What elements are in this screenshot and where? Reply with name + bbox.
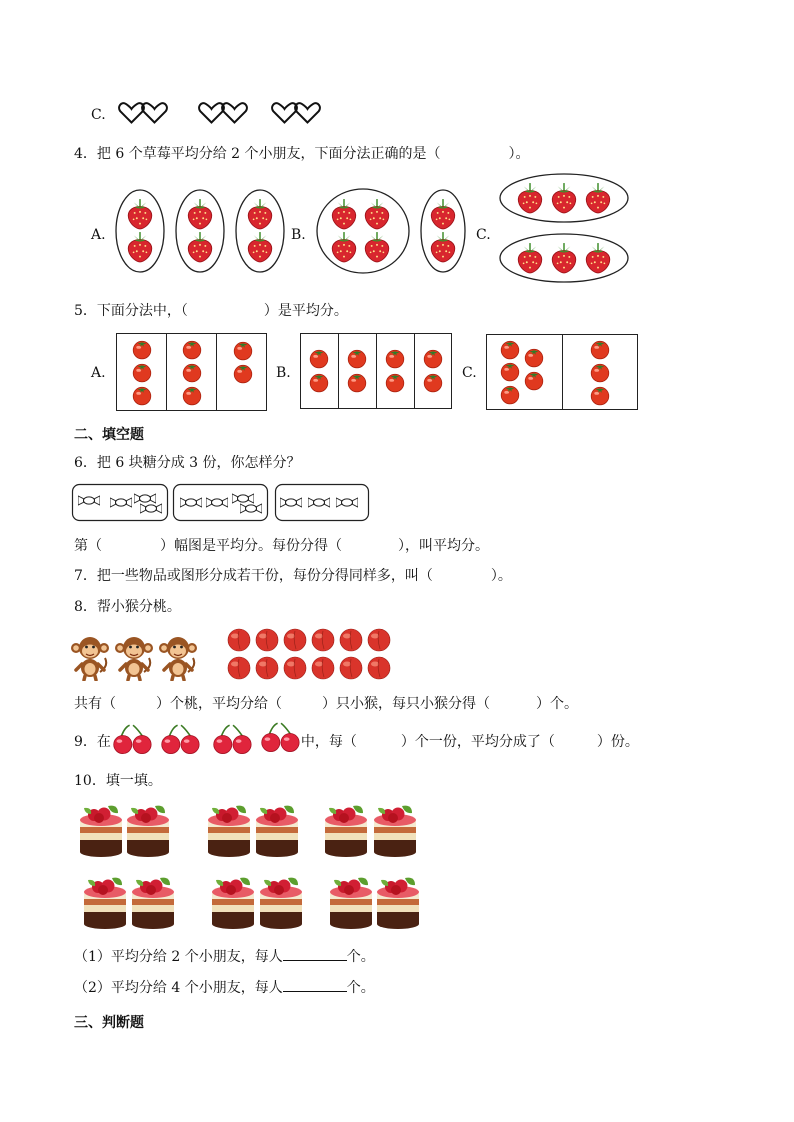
q3-option-c-label: C. (91, 107, 106, 123)
q10-sub2: （2）平均分给 4 个小朋友，每人 个。 (74, 980, 375, 996)
q4-option-b-label: B. (291, 227, 306, 243)
section-2-title: 二、填空题 (74, 427, 144, 443)
candy-groups (72, 484, 372, 524)
q5-option-c-label: C. (462, 365, 477, 381)
q10-question: 10．填一填。 (74, 773, 162, 789)
q10-sub1-blank[interactable] (283, 948, 347, 961)
q6-question: 6．把 6 块糖分成 3 份，你怎样分？ (74, 455, 301, 471)
cherry-icons (110, 723, 306, 759)
q4-question: 4．把 6 个草莓平均分给 2 个小朋友，下面分法正确的是（ ）。 (74, 146, 530, 162)
q10-sub1: （1）平均分给 2 个小朋友，每人 个。 (74, 949, 375, 965)
section-3-title: 三、判断题 (74, 1015, 144, 1031)
heart-icons (118, 102, 328, 128)
q5-option-b-label: B. (276, 365, 291, 381)
q10-sub2-blank[interactable] (283, 979, 347, 992)
q8-question: 8．帮小猴分桃。 (74, 599, 181, 615)
q8-answer-line: 共有（ ）个桃，平均分给（ ）只小猴，每只小猴分得（ ）个。 (74, 696, 578, 712)
cake-icons (78, 800, 423, 940)
q4-option-a-label: A. (91, 227, 106, 243)
q4-option-c-label: C. (476, 227, 491, 243)
monkeys-and-peaches (70, 633, 400, 683)
strawberry-groups (110, 188, 640, 288)
q9-question: 9．在 中，每（ ）个一份，平均分成了（ ）份。 (74, 734, 639, 750)
q7-question: 7．把一些物品或图形分成若干份，每份分得同样多，叫（ ）。 (74, 568, 512, 584)
q5-option-a-label: A. (91, 365, 106, 381)
tomato-boxes (116, 333, 641, 413)
q6-answer-line: 第（ ）幅图是平均分。每份分得（ ），叫平均分。 (74, 538, 489, 554)
q5-question: 5．下面分法中，（ ）是平均分。 (74, 303, 348, 319)
